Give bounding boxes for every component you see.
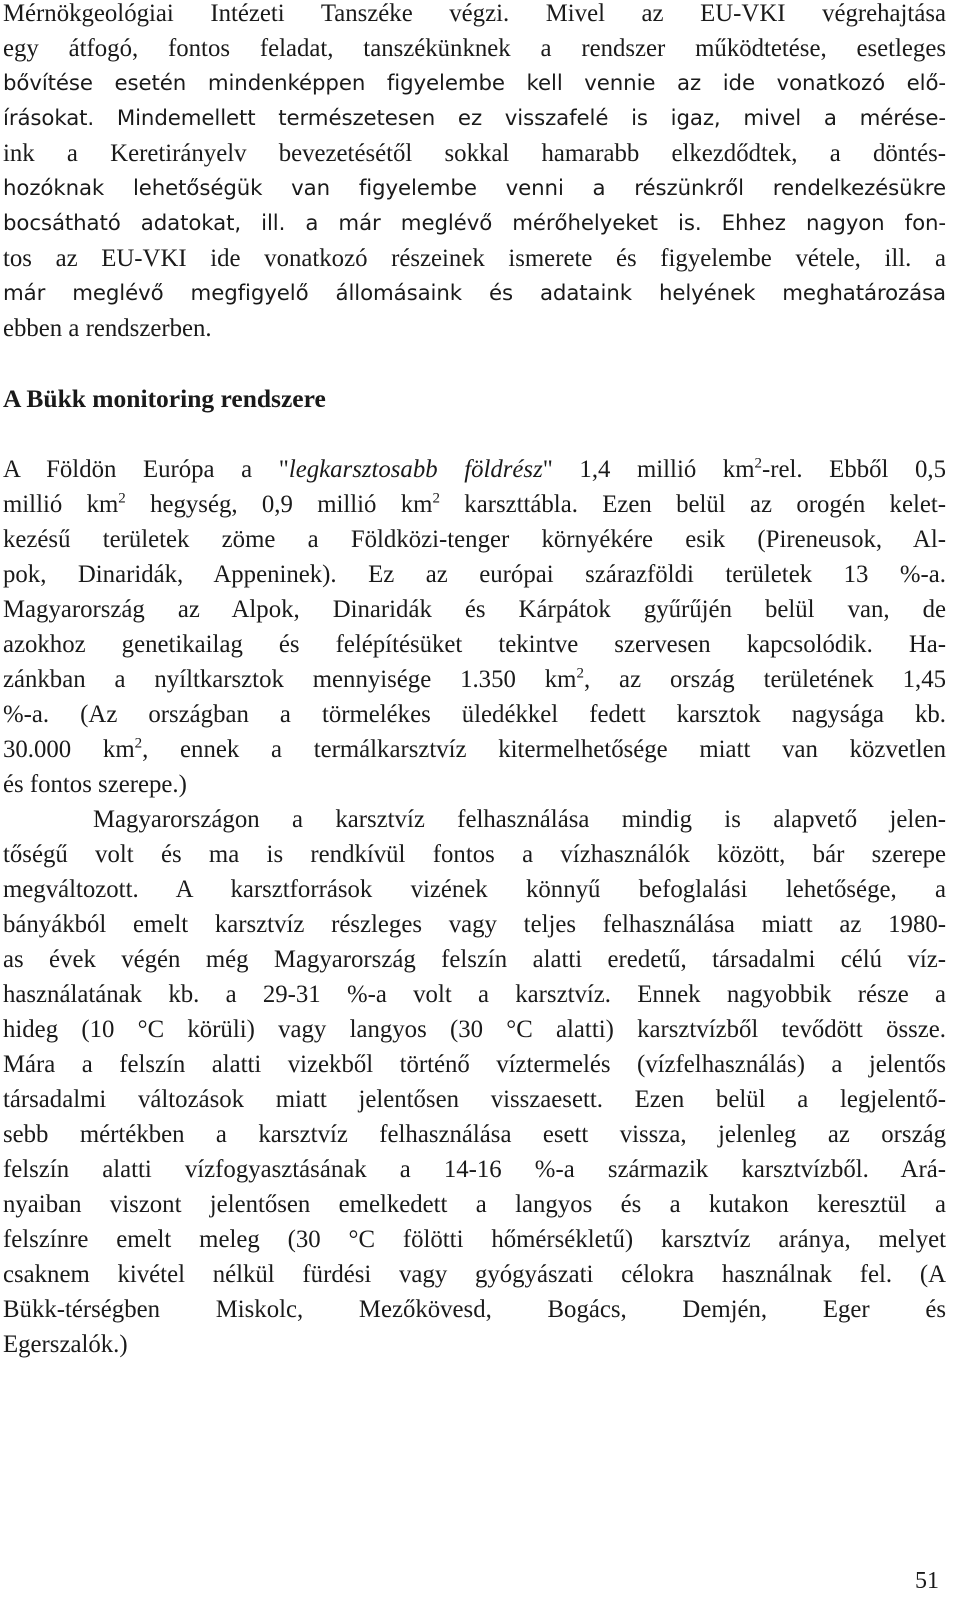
paragraph-2-line-1-text-b: " 1,4 millió km — [542, 456, 755, 483]
paragraph-2-line-7-text-a: zánkban a nyíltkarsztok mennyisége 1.350 km — [3, 666, 577, 693]
paragraph-2-line-1-text-c: -rel. Ebből 0,5 — [762, 456, 946, 483]
paragraph-1-line-8: tos az EU-VKI ide vonatkozó részeinek ismerete és figyelembe vétele, ill. a — [3, 245, 946, 272]
paragraph-3-line-13: felszínre emelt meleg (30 °C fölötti hőmérsékletű) karsztvíz aránya, melyet — [3, 1226, 946, 1253]
paragraph-2-line-4: pok, Dinaridák, Appeninek). Ez az európai szárazföldi területek 13 %-a. — [3, 561, 946, 588]
paragraph-2-line-9-text-a: 30.000 km — [3, 736, 135, 763]
paragraph-1-line-6: hozóknak lehetőségük van figyelembe venni a részünkről rendelkezésükre — [3, 176, 946, 201]
paragraph-2-line-9 — [3, 732, 946, 768]
paragraph-2-line-2 — [3, 487, 946, 523]
paragraph-2-line-2-text-b: hegység, 0,9 millió km — [125, 491, 433, 518]
paragraph-2-line-2-text-c: karszttábla. Ezen belül az orogén kelet- — [439, 491, 946, 518]
paragraph-2-line-9-text-b: , ennek a termálkarsztvíz kitermelhetősége miatt van közvetlen — [142, 736, 946, 763]
page-number: 51 — [915, 1568, 939, 1594]
paragraph-3-line-9: társadalmi változások miatt jelentősen visszaesett. Ezen belül a legjelentő- — [3, 1086, 946, 1113]
superscript: 2 — [134, 735, 143, 752]
paragraph-2-line-1 — [3, 452, 946, 488]
paragraph-3-line-16: Egerszalók.) — [3, 1331, 128, 1358]
paragraph-2-line-2-text-a: millió km — [3, 491, 119, 518]
paragraph-2-line-3: kezésű területek zöme a Földközi-tenger környékére esik (Pireneusok, Al- — [3, 526, 946, 553]
superscript: 2 — [118, 490, 126, 507]
paragraph-3-line-8: Mára a felszín alatti vizekből történő víztermelés (vízfelhasználás) a jelentős — [3, 1051, 946, 1078]
superscript: 2 — [576, 665, 584, 682]
paragraph-2-line-1-text-a: A Földön Európa a " — [3, 456, 289, 483]
paragraph-1-line-3: bővítése esetén mindenképpen figyelembe kell vennie az ide vonatkozó elő- — [3, 71, 946, 96]
paragraph-3-line-7: hideg (10 °C körüli) vagy langyos (30 °C alatti) karsztvízből tevődött össze. — [3, 1016, 946, 1043]
paragraph-3-line-11: felszín alatti vízfogyasztásának a 14-16 %-a származik karsztvízből. Ará- — [3, 1156, 946, 1183]
paragraph-1-line-7: bocsátható adatokat, ill. a már meglévő mérőhelyeket is. Ehhez nagyon fon- — [3, 211, 946, 236]
superscript: 2 — [754, 455, 762, 472]
paragraph-1-line-10: ebben a rendszerben. — [3, 315, 212, 342]
paragraph-3-line-5: as évek végén még Magyarország felszín alatti eredetű, társadalmi célú víz- — [3, 946, 946, 973]
paragraph-3-line-10: sebb mértékben a karsztvíz felhasználása esett vissza, jelenleg az ország — [3, 1121, 946, 1148]
paragraph-2-italic-phrase: legkarsztosabb földrész — [288, 456, 543, 483]
paragraph-3-line-2: tőségű volt és ma is rendkívül fontos a vízhasználók között, bár szerepe — [3, 841, 946, 868]
paragraph-1-line-5: ink a Keretirányelv bevezetésétől sokkal hamarabb elkezdődtek, a döntés- — [3, 140, 946, 167]
paragraph-3-line-4: bányákból emelt karsztvíz részleges vagy teljes felhasználása miatt az 1980- — [3, 911, 946, 938]
section-heading: A Bükk monitoring rendszere — [3, 384, 326, 413]
paragraph-3-line-14: csaknem kivétel nélkül fürdési vagy gyógyászati célokra használnak fel. (A — [3, 1261, 946, 1288]
paragraph-1-line-4: írásokat. Mindemellett természetesen ez visszafelé is igaz, mivel a mérése- — [3, 106, 946, 131]
paragraph-1-line-2: egy átfogó, fontos feladat, tanszékünknek a rendszer működtetése, esetleges — [3, 35, 946, 62]
paragraph-2-line-7-text-b: , az ország területének 1,45 — [583, 666, 946, 693]
paragraph-2-line-5: Magyarország az Alpok, Dinaridák és Kárpátok gyűrűjén belül van, de — [3, 596, 946, 623]
paragraph-2-line-7 — [3, 662, 946, 698]
paragraph-3-line-12: nyaiban viszont jelentősen emelkedett a langyos és a kutakon keresztül a — [3, 1191, 946, 1218]
paragraph-2-line-6: azokhoz genetikailag és felépítésüket tekintve szervesen kapcsolódik. Ha- — [3, 631, 946, 658]
paragraph-3-line-3: megváltozott. A karsztforrások vizének könnyű befoglalási lehetősége, a — [3, 876, 946, 903]
paragraph-1-line-1: Mérnökgeológiai Intézeti Tanszéke végzi. Mivel az EU-VKI végrehajtása — [3, 0, 946, 27]
paragraph-1-line-9: már meglévő megfigyelő állomásaink és adataink helyének meghatározása — [3, 281, 946, 306]
paragraph-3-line-6: használatának kb. a 29-31 %-a volt a karsztvíz. Ennek nagyobbik része a — [3, 981, 946, 1008]
paragraph-3-line-15: Bükk-térségben Miskolc, Mezőkövesd, Bogács, Demjén, Eger és — [3, 1296, 946, 1323]
paragraph-3-line-1: Magyarországon a karsztvíz felhasználása mindig is alapvető jelen- — [93, 806, 946, 833]
superscript: 2 — [432, 490, 440, 507]
paragraph-2-line-10: és fontos szerepe.) — [3, 771, 187, 798]
paragraph-2-line-8: %-a. (Az országban a törmelékes üledékkel fedett karsztok nagysága kb. — [3, 701, 946, 728]
